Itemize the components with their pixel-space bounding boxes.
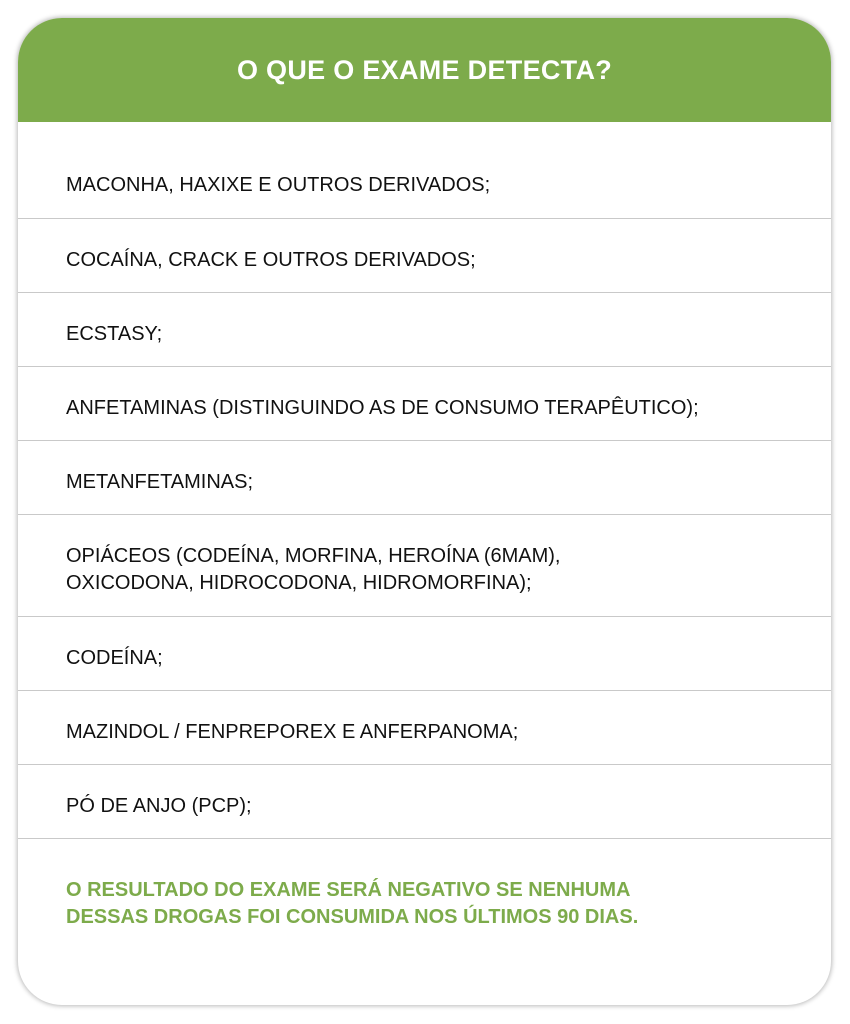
exam-card — [18, 18, 831, 1005]
list-item: ECSTASY; — [18, 293, 831, 367]
result-note: O RESULTADO DO EXAME SERÁ NEGATIVO SE NENHUMA DESSAS DROGAS FOI CONSUMIDA NOS ÚLTIMOS 90 DIAS. — [66, 879, 639, 928]
list-item: MACONHA, HAXIXE E OUTROS DERIVADOS; — [18, 146, 831, 219]
list-item: METANFETAMINAS; — [18, 441, 831, 515]
list-item: COCAÍNA, CRACK E OUTROS DERIVADOS; — [18, 219, 831, 293]
list-item: OPIÁCEOS (CODEÍNA, MORFINA, HEROÍNA (6MAM), OXICODONA, HIDROCODONA, HIDROMORFINA); — [18, 515, 831, 617]
list-item: MAZINDOL / FENPREPOREX E ANFERPANOMA; — [18, 691, 831, 765]
detected-drugs-list — [18, 146, 831, 839]
list-item: PÓ DE ANJO (PCP); — [18, 765, 831, 839]
card-title: O QUE O EXAME DETECTA? — [236, 54, 613, 85]
list-item: CODEÍNA; — [18, 617, 831, 691]
list-item: ANFETAMINAS (DISTINGUINDO AS DE CONSUMO TERAPÊUTICO); — [18, 367, 831, 441]
card-header — [18, 18, 831, 122]
